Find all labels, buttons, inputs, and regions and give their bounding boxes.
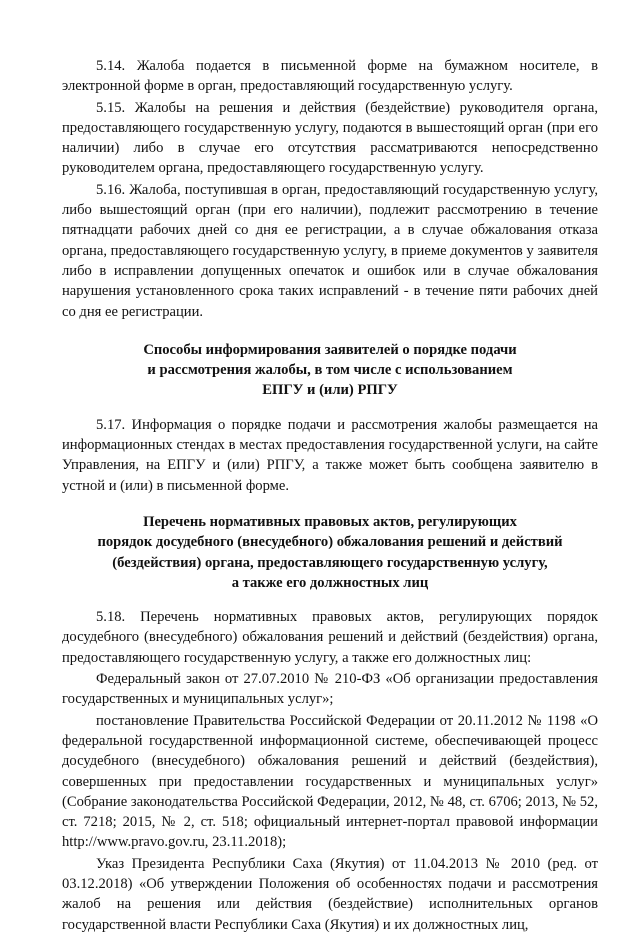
list-item-decree-2010: Указ Президента Республики Саха (Якутия) от 11.04.2013 № 2010 (ред. от 03.12.2018) «Об утверждении Положения об особенностях подачи и рассмотрения жалоб на решения или действия (бездействие) исполнительных органов государственной власти Республики Саха (Якутия) и их должностных лиц, [62,855,598,933]
paragraph-5-16: 5.16. Жалоба, поступившая в орган, предоставляющий государственную услугу, либо вышестоящий орган (при его наличии), подлежит рассмотрению в течение пятнадцати рабочих дней со дня ее регистрации, а в случае обжалования отказа органа, предоставляющего государственную услугу, в приеме документов у заявителя либо в исправлении допущенных опечаток и ошибок или в случае обжалования нарушения установленного срока таких исправлений - в течение пяти рабочих дней со дня ее регистрации. [62,181,598,320]
heading-line: (бездействия) органа, предоставляющего государственную услугу, [112,554,548,571]
heading-legal-acts-list [62,512,598,593]
heading-line: Способы информирования заявителей о порядке подачи [143,341,517,358]
paragraph-5-18: 5.18. Перечень нормативных правовых актов, регулирующих порядок досудебного (внесудебного) обжалования решений и действий (бездействия) органа, предоставляющего государственную услугу, а также его должностных лиц: [62,609,598,666]
paragraph-5-15: 5.15. Жалобы на решения и действия (бездействие) руководителя органа, предоставляющего государственную услугу, подаются в вышестоящий орган (при его наличии) либо в случае его отсутствия рассматриваются непосредственно руководителем органа, предоставляющего государственную услугу. [62,99,598,177]
heading-line: порядок досудебного (внесудебного) обжалования решений и действий [97,534,563,551]
document-page [62,56,598,935]
heading-line: ЕПГУ и (или) РПГУ [262,382,398,399]
heading-line: Перечень нормативных правовых актов, регулирующих [143,513,517,530]
list-item-federal-law-210: Федеральный закон от 27.07.2010 № 210-ФЗ «Об организации предоставления государственных и муниципальных услуг»; [62,671,598,708]
paragraph-5-17: 5.17. Информация о порядке подачи и рассмотрения жалобы размещается на информационных стендах в местах предоставления государственной услуги, на сайте Управления, на ЕПГУ и (или) РПГУ, а также может быть сообщена заявителю в устной и (или) в письменной форме. [62,416,598,494]
list-item-resolution-1198: постановление Правительства Российской Федерации от 20.11.2012 № 1198 «О федеральной государственной информационной системе, обеспечивающей процесс досудебного (внесудебного) обжалования решений и действий (бездействия), совершенных при предоставлении государственных и муниципальных услуг» (Собрание законодательства Российской Федерации, 2012, № 48, ст. 6706; 2013, № 52, ст. 7218; 2015, № 2, ст. 518; официальный интернет-портал правовой информации http://www.pravo.gov.ru, 23.11.2018); [62,712,598,851]
paragraph-5-14: 5.14. Жалоба подается в письменной форме на бумажном носителе, в электронной форме в орган, предоставляющий государственную услугу. [62,58,598,95]
heading-informing-methods [62,340,598,401]
heading-line: а также его должностных лиц [231,574,429,591]
heading-line: и рассмотрения жалобы, в том числе с использованием [147,362,513,379]
